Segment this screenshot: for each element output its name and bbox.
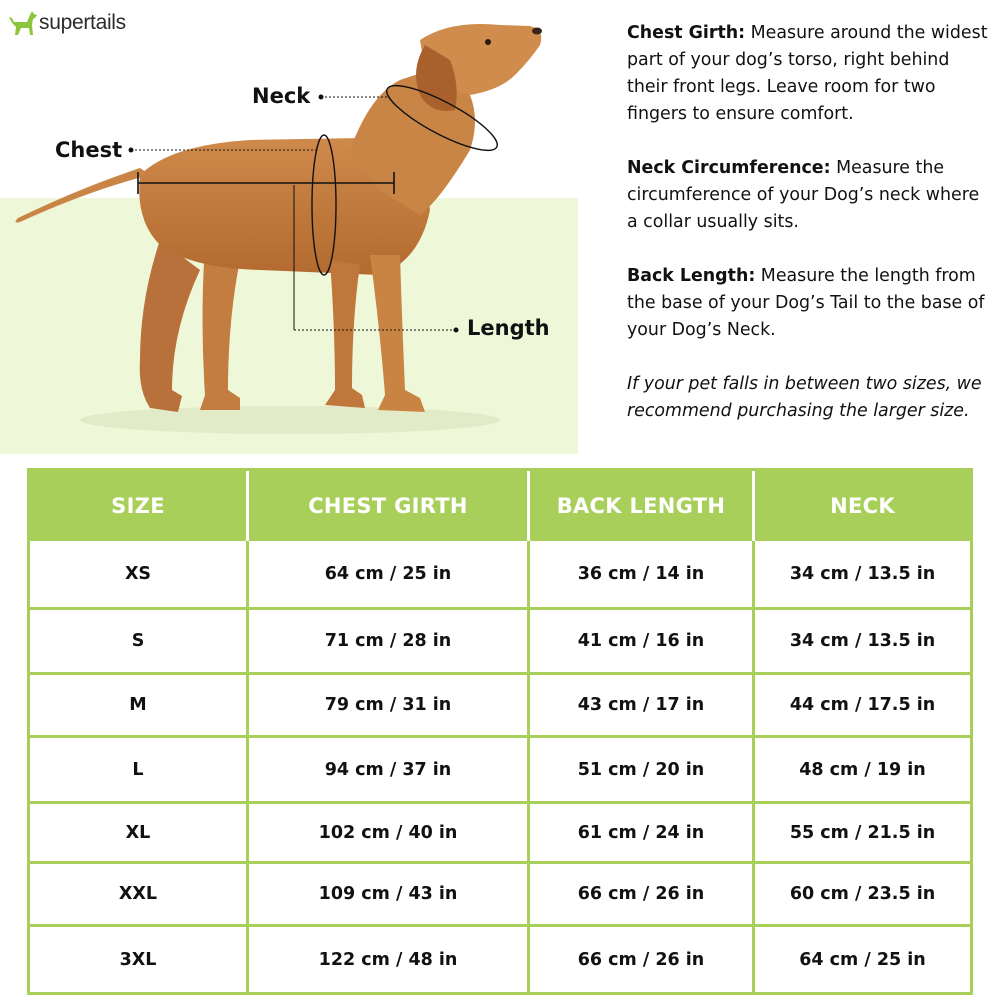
- size-cell: L: [30, 735, 249, 801]
- neck-cell: 48 cm / 19 in: [755, 735, 970, 801]
- chest-cell: 122 cm / 48 in: [249, 924, 530, 992]
- neck-title: Neck Circumference:: [627, 158, 831, 178]
- chest-cell: 109 cm / 43 in: [249, 861, 530, 924]
- back-length-cell: 66 cm / 26 in: [530, 861, 755, 924]
- size-cell: 3XL: [30, 924, 249, 992]
- measurement-diagram: [0, 0, 600, 460]
- size-cell: S: [30, 607, 249, 672]
- header-back-length: BACK LENGTH: [530, 471, 755, 541]
- chest-girth-text: Measure around the widest part of your dog’s torso, right behind their front legs. Leave room for two fingers to ensure comfort.: [627, 23, 988, 124]
- neck-cell: 34 cm / 13.5 in: [755, 607, 970, 672]
- chest-cell: 71 cm / 28 in: [249, 607, 530, 672]
- chest-girth-instruction: [627, 20, 992, 128]
- neck-cell: 55 cm / 21.5 in: [755, 801, 970, 861]
- table-row: [30, 607, 970, 672]
- table-header-row: [30, 471, 970, 541]
- neck-label: Neck: [252, 84, 311, 108]
- size-cell: XL: [30, 801, 249, 861]
- size-recommendation-note: If your pet falls in between two sizes, we recommend purchasing the larger size.: [627, 374, 982, 421]
- table-row: [30, 801, 970, 861]
- neck-cell: 64 cm / 25 in: [755, 924, 970, 992]
- back-length-cell: 41 cm / 16 in: [530, 607, 755, 672]
- back-length-text: Measure the length from the base of your Dog’s Tail to the base of your Dog’s Neck.: [627, 266, 985, 340]
- neck-cell: 60 cm / 23.5 in: [755, 861, 970, 924]
- chest-label: Chest: [55, 138, 123, 162]
- chest-girth-title: Chest Girth:: [627, 23, 746, 43]
- table-row: [30, 541, 970, 607]
- neck-cell: 34 cm / 13.5 in: [755, 541, 970, 607]
- chest-cell: 64 cm / 25 in: [249, 541, 530, 607]
- brand-name: supertails: [39, 11, 126, 34]
- back-length-cell: 51 cm / 20 in: [530, 735, 755, 801]
- neck-instruction: [627, 155, 992, 236]
- back-length-instruction: [627, 263, 992, 344]
- table-row: [30, 672, 970, 735]
- size-cell: M: [30, 672, 249, 735]
- table-row: [30, 861, 970, 924]
- back-length-cell: 36 cm / 14 in: [530, 541, 755, 607]
- header-size: SIZE: [30, 471, 249, 541]
- neck-cell: 44 cm / 17.5 in: [755, 672, 970, 735]
- header-chest-girth: CHEST GIRTH: [249, 471, 530, 541]
- back-length-title: Back Length:: [627, 266, 756, 286]
- chest-cell: 94 cm / 37 in: [249, 735, 530, 801]
- neck-text: Measure the circumference of your Dog’s neck where a collar usually sits.: [627, 158, 980, 232]
- header-neck: NECK: [755, 471, 970, 541]
- chest-cell: 102 cm / 40 in: [249, 801, 530, 861]
- table-row: [30, 735, 970, 801]
- table-row: [30, 924, 970, 992]
- length-label: Length: [467, 316, 550, 340]
- back-length-cell: 61 cm / 24 in: [530, 801, 755, 861]
- size-cell: XXL: [30, 861, 249, 924]
- size-chart-table: [27, 468, 973, 995]
- back-length-cell: 43 cm / 17 in: [530, 672, 755, 735]
- measurement-instructions: [627, 20, 992, 452]
- size-cell: XS: [30, 541, 249, 607]
- dog-illustration: [0, 0, 600, 460]
- chest-cell: 79 cm / 31 in: [249, 672, 530, 735]
- back-length-cell: 66 cm / 26 in: [530, 924, 755, 992]
